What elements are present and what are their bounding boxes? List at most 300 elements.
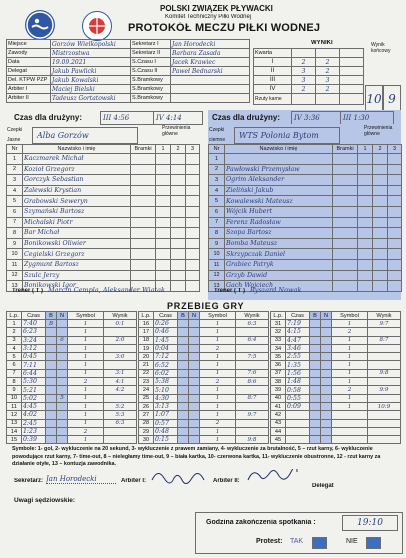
player-foul-3 bbox=[388, 206, 402, 217]
final-score-a-value: 10 bbox=[366, 92, 382, 106]
event-score: 8:7 bbox=[236, 394, 269, 402]
quarter-score-b: 2 bbox=[316, 85, 340, 94]
event-symbol: 1 bbox=[200, 369, 236, 377]
event-number: 1 bbox=[7, 320, 22, 328]
player-goals bbox=[131, 217, 156, 228]
meta-value: 19.09.2021 bbox=[51, 58, 131, 67]
event-team-b bbox=[178, 328, 189, 336]
event-symbol: 1 bbox=[68, 328, 104, 336]
player-foul-1 bbox=[358, 154, 373, 165]
quarter-score-b: 2 bbox=[316, 58, 340, 67]
event-team-n: 5 bbox=[57, 394, 68, 402]
player-foul-3 bbox=[388, 249, 402, 260]
event-symbol: 1 bbox=[332, 402, 368, 410]
event-team-n bbox=[321, 394, 332, 402]
event-number: 34 bbox=[271, 344, 286, 352]
event-number: 30 bbox=[139, 436, 154, 444]
event-time: 0:46 bbox=[154, 328, 178, 336]
event-score bbox=[368, 427, 401, 435]
event-number: 27 bbox=[139, 411, 154, 419]
b-header: B bbox=[46, 312, 57, 320]
player-foul-2 bbox=[171, 185, 186, 196]
event-number: 40 bbox=[271, 394, 286, 402]
player-row bbox=[7, 185, 200, 196]
event-score bbox=[368, 419, 401, 427]
player-foul-1 bbox=[156, 259, 171, 270]
team-a-name-label: Czepki Jasne bbox=[7, 127, 23, 143]
event-score: 3:0 bbox=[104, 353, 137, 361]
progress-row bbox=[139, 336, 269, 344]
event-team-n bbox=[57, 386, 68, 394]
end-time-label: Godzina zakończenia spotkania : bbox=[206, 519, 316, 526]
event-team-b bbox=[310, 369, 321, 377]
event-time: 6:02 bbox=[154, 369, 178, 377]
quarter-blank bbox=[316, 94, 340, 105]
player-foul-1 bbox=[156, 217, 171, 228]
player-foul-3 bbox=[186, 228, 200, 239]
event-number: 31 bbox=[271, 320, 286, 328]
player-name: Michalski Piotr bbox=[23, 217, 131, 228]
player-row bbox=[209, 228, 402, 239]
progress-row bbox=[271, 361, 401, 369]
progress-row bbox=[139, 328, 269, 336]
event-team-b bbox=[46, 369, 57, 377]
event-number: 33 bbox=[271, 336, 286, 344]
event-number: 4 bbox=[7, 344, 22, 352]
player-goals bbox=[333, 206, 358, 217]
player-foul-1 bbox=[358, 185, 373, 196]
event-team-n bbox=[321, 369, 332, 377]
foul-col-header: 3 bbox=[388, 145, 402, 154]
event-team-b bbox=[46, 386, 57, 394]
official-name: Jan Horodecki bbox=[171, 40, 250, 49]
progress-row bbox=[139, 411, 269, 419]
event-time: 7:40 bbox=[22, 320, 46, 328]
roster-header bbox=[7, 145, 200, 154]
team-a-trainer-label: Trener ( T ) bbox=[12, 288, 44, 294]
player-foul-2 bbox=[373, 154, 388, 165]
event-symbol: 1 bbox=[200, 402, 236, 410]
protest-no-checkbox[interactable] bbox=[366, 537, 381, 549]
player-goals bbox=[131, 154, 156, 165]
player-row bbox=[7, 228, 200, 239]
progress-row bbox=[7, 386, 137, 394]
player-number: 7 bbox=[7, 217, 23, 228]
player-row bbox=[7, 238, 200, 249]
player-foul-1 bbox=[156, 196, 171, 207]
protest-yes-checkbox[interactable] bbox=[312, 537, 327, 549]
meta-label: Delegat bbox=[7, 67, 51, 76]
player-foul-1 bbox=[358, 206, 373, 217]
progress-row bbox=[271, 378, 401, 386]
team-a-time-label: Czas dla drużyny: bbox=[14, 113, 83, 122]
progress-row bbox=[139, 419, 269, 427]
final-score-b bbox=[383, 85, 401, 113]
event-team-n bbox=[189, 378, 200, 386]
event-team-b bbox=[310, 411, 321, 419]
event-score: 10:9 bbox=[368, 402, 401, 410]
quarter-table bbox=[253, 48, 364, 105]
event-team-b bbox=[310, 353, 321, 361]
event-team-n bbox=[189, 344, 200, 352]
quarter-number: III bbox=[254, 76, 292, 85]
event-symbol bbox=[332, 436, 368, 444]
arbiter2-signature-scribble bbox=[245, 469, 300, 484]
official-role: Sekretarz I bbox=[131, 40, 171, 49]
player-name: Kozioł Grzegorz bbox=[23, 164, 131, 175]
lp-header: L.p. bbox=[139, 312, 154, 320]
final-result-label: Wynik końcowy bbox=[371, 42, 391, 54]
quarter-blank bbox=[340, 67, 364, 76]
results-title: WYNIKI bbox=[311, 40, 333, 46]
event-number: 29 bbox=[139, 427, 154, 435]
event-score bbox=[236, 344, 269, 352]
event-time: 6:23 bbox=[22, 328, 46, 336]
event-score bbox=[104, 436, 137, 444]
committee-name: Komitet Techniczny Piłki Wodnej bbox=[165, 14, 252, 20]
event-number: 41 bbox=[271, 402, 286, 410]
player-foul-2 bbox=[171, 154, 186, 165]
event-team-n bbox=[321, 353, 332, 361]
event-team-b bbox=[310, 436, 321, 444]
event-symbol: 1 bbox=[68, 402, 104, 410]
foul-col-header: 2 bbox=[373, 145, 388, 154]
player-goals bbox=[333, 175, 358, 186]
player-number: 10 bbox=[209, 249, 225, 260]
event-time: 1:07 bbox=[154, 411, 178, 419]
progress-row bbox=[271, 320, 401, 328]
event-team-n bbox=[321, 320, 332, 328]
player-goals bbox=[131, 196, 156, 207]
event-team-b bbox=[46, 419, 57, 427]
event-symbol: 1 bbox=[332, 320, 368, 328]
final-score-b-value: 9 bbox=[388, 92, 396, 106]
event-team-b bbox=[46, 427, 57, 435]
player-name: Grzyb Dawid bbox=[225, 270, 333, 281]
official-name: Paweł Bednarski bbox=[171, 67, 250, 76]
quarter-blank bbox=[340, 58, 364, 67]
foul-col-header: 1 bbox=[156, 145, 171, 154]
player-foul-1 bbox=[156, 185, 171, 196]
event-time: 0:57 bbox=[154, 419, 178, 427]
event-time: 0:45 bbox=[22, 353, 46, 361]
event-time: 4:30 bbox=[154, 394, 178, 402]
official-name bbox=[171, 94, 250, 103]
quarter-label: Kwarta bbox=[254, 49, 292, 58]
protest-label: Protest: bbox=[256, 538, 283, 545]
player-header: Nazwisko i imię bbox=[23, 145, 131, 154]
event-team-b bbox=[178, 411, 189, 419]
event-score bbox=[368, 411, 401, 419]
player-foul-3 bbox=[186, 206, 200, 217]
event-number: 36 bbox=[271, 361, 286, 369]
player-number: 4 bbox=[209, 185, 225, 196]
player-goals bbox=[333, 270, 358, 281]
event-time: 7:12 bbox=[154, 353, 178, 361]
event-team-n bbox=[189, 336, 200, 344]
player-name: Bar Michał bbox=[23, 228, 131, 239]
player-goals bbox=[131, 206, 156, 217]
event-team-b bbox=[178, 369, 189, 377]
quarter-row bbox=[254, 76, 364, 85]
quarter-score-a: 3 bbox=[292, 76, 316, 85]
player-foul-3 bbox=[186, 196, 200, 207]
event-team-n bbox=[321, 378, 332, 386]
player-foul-3 bbox=[388, 154, 402, 165]
penalty-label: Rzuty karne bbox=[254, 94, 292, 105]
event-team-n bbox=[321, 328, 332, 336]
player-number: 13 bbox=[7, 281, 23, 292]
meta-label: Data bbox=[7, 58, 51, 67]
event-team-n bbox=[189, 411, 200, 419]
event-team-b bbox=[178, 427, 189, 435]
event-time: 0:15 bbox=[154, 436, 178, 444]
progress-row bbox=[7, 336, 137, 344]
player-row bbox=[7, 175, 200, 186]
player-foul-2 bbox=[373, 270, 388, 281]
player-header: Nazwisko i imię bbox=[225, 145, 333, 154]
event-team-n bbox=[57, 378, 68, 386]
event-time: 5:10 bbox=[154, 386, 178, 394]
player-number: 9 bbox=[7, 238, 23, 249]
event-score: 9:9 bbox=[368, 386, 401, 394]
meta-row bbox=[7, 94, 250, 103]
progress-header bbox=[271, 312, 401, 320]
player-foul-2 bbox=[373, 175, 388, 186]
event-time: 3:12 bbox=[22, 344, 46, 352]
event-team-b: B bbox=[46, 320, 57, 328]
b-header: B bbox=[310, 312, 321, 320]
event-score: 9:8 bbox=[236, 436, 269, 444]
event-team-b bbox=[310, 427, 321, 435]
event-team-b bbox=[310, 328, 321, 336]
player-number: 11 bbox=[7, 259, 23, 270]
arbiter2-signature bbox=[245, 469, 300, 484]
event-team-b bbox=[46, 361, 57, 369]
progress-row bbox=[7, 328, 137, 336]
event-time: 5:21 bbox=[22, 386, 46, 394]
page-title: PROTOKÓŁ MECZU PIŁKI WODNEJ bbox=[128, 22, 321, 34]
event-team-b bbox=[46, 344, 57, 352]
event-score bbox=[368, 378, 401, 386]
progress-row bbox=[139, 353, 269, 361]
meta-row bbox=[7, 58, 250, 67]
event-symbol: 2 bbox=[68, 378, 104, 386]
event-time: 6:52 bbox=[154, 361, 178, 369]
final-score-a bbox=[365, 85, 383, 113]
progress-row bbox=[7, 411, 137, 419]
protest-no-label: NIE bbox=[346, 538, 358, 545]
event-symbol bbox=[332, 427, 368, 435]
end-time-box bbox=[195, 512, 403, 554]
czas-header: Czas bbox=[22, 312, 46, 320]
event-score bbox=[236, 402, 269, 410]
event-team-b bbox=[178, 419, 189, 427]
event-team-b bbox=[178, 320, 189, 328]
event-symbol: 1 bbox=[68, 411, 104, 419]
progress-row bbox=[7, 436, 137, 444]
event-time: 5:30 bbox=[22, 378, 46, 386]
event-team-n bbox=[189, 394, 200, 402]
event-score: 6:3 bbox=[104, 419, 137, 427]
event-score: 2:0 bbox=[104, 336, 137, 344]
event-time: 2:55 bbox=[286, 353, 310, 361]
event-symbol: 2 bbox=[200, 378, 236, 386]
event-team-n bbox=[189, 369, 200, 377]
event-number: 16 bbox=[139, 320, 154, 328]
team-b-trainer: Ryszard Nowak bbox=[250, 286, 302, 294]
remarks-label: Uwagi sędziowskie: bbox=[14, 497, 76, 504]
official-role: S.Czasu II bbox=[131, 67, 171, 76]
event-score bbox=[368, 394, 401, 402]
event-team-b bbox=[310, 378, 321, 386]
event-time: 4:15 bbox=[286, 328, 310, 336]
player-number: 13 bbox=[209, 281, 225, 292]
event-team-n bbox=[57, 411, 68, 419]
event-team-n bbox=[189, 353, 200, 361]
event-symbol: 1 bbox=[68, 320, 104, 328]
committee-logo bbox=[82, 11, 112, 41]
player-goals bbox=[333, 217, 358, 228]
player-number: 6 bbox=[209, 206, 225, 217]
player-row bbox=[209, 196, 402, 207]
player-number: 8 bbox=[209, 228, 225, 239]
progress-row bbox=[139, 427, 269, 435]
player-foul-3 bbox=[186, 175, 200, 186]
meta-value: Tadeusz Gortatowski bbox=[51, 94, 131, 103]
player-foul-2 bbox=[171, 175, 186, 186]
event-team-n: 6 bbox=[57, 336, 68, 344]
symbols-legend: Symbole: 1- gol, 2- wykluczenie na 20 sekund, 3- wykluczenie z prawem zamiany, 4- wykluczenie za brutalność, 5 – rzut karny, 6- wykluczenie powodujące rzut karny, 7- time-out, 8 – nieległamy time-out, 9 – biała kartka, 10- czerwona kartka, 11- wykluczenie obustronne, 12 - rzut karny za działanie otyłe, 13 – kontuzja zawodnika. bbox=[12, 446, 381, 468]
event-score: 8:7 bbox=[368, 336, 401, 344]
quarter-number: IV bbox=[254, 85, 292, 94]
event-number: 20 bbox=[139, 353, 154, 361]
player-foul-3 bbox=[388, 228, 402, 239]
event-team-b bbox=[178, 386, 189, 394]
event-score: 7:6 bbox=[236, 369, 269, 377]
event-team-n bbox=[321, 402, 332, 410]
progress-row bbox=[7, 427, 137, 435]
meta-label: Del. KTPW PZP bbox=[7, 76, 51, 85]
event-team-b bbox=[310, 320, 321, 328]
player-foul-2 bbox=[373, 164, 388, 175]
meta-label: Miejsce bbox=[7, 40, 51, 49]
event-team-b bbox=[46, 336, 57, 344]
player-goals bbox=[131, 249, 156, 260]
event-time: 4:45 bbox=[22, 402, 46, 410]
player-goals bbox=[131, 228, 156, 239]
meta-row bbox=[7, 76, 250, 85]
event-score bbox=[368, 436, 401, 444]
meta-row bbox=[7, 67, 250, 76]
event-score bbox=[104, 344, 137, 352]
player-row bbox=[7, 154, 200, 165]
event-symbol: 1 bbox=[200, 320, 236, 328]
event-team-b bbox=[178, 344, 189, 352]
event-score: 4:2 bbox=[104, 386, 137, 394]
progress-row bbox=[7, 344, 137, 352]
player-foul-3 bbox=[388, 175, 402, 186]
event-team-b bbox=[46, 378, 57, 386]
player-number: 3 bbox=[7, 175, 23, 186]
team-b-excl-label: Przewinienia główne bbox=[364, 125, 393, 137]
player-foul-3 bbox=[388, 185, 402, 196]
progress-row bbox=[7, 378, 137, 386]
swimmer-icon bbox=[25, 10, 55, 40]
event-number: 19 bbox=[139, 344, 154, 352]
meta-label: Arbiter II bbox=[7, 94, 51, 103]
player-number: 6 bbox=[7, 206, 23, 217]
event-team-b bbox=[178, 378, 189, 386]
progress-row bbox=[271, 353, 401, 361]
event-number: 28 bbox=[139, 419, 154, 427]
player-foul-2 bbox=[171, 196, 186, 207]
player-name: Bonikowski Igor bbox=[23, 281, 131, 292]
player-foul-1 bbox=[358, 270, 373, 281]
player-name: Szymański Bartosz bbox=[23, 206, 131, 217]
wynik-header: Wynik bbox=[236, 312, 269, 320]
player-foul-2 bbox=[373, 228, 388, 239]
event-time: 0:58 bbox=[286, 386, 310, 394]
player-number: 4 bbox=[7, 185, 23, 196]
official-role: S.Bramkowy bbox=[131, 85, 171, 94]
player-row bbox=[7, 270, 200, 281]
player-row bbox=[209, 175, 402, 186]
event-number: 9 bbox=[7, 386, 22, 394]
event-time: 7:11 bbox=[22, 361, 46, 369]
foul-col-header: 3 bbox=[186, 145, 200, 154]
event-team-b bbox=[178, 436, 189, 444]
player-foul-1 bbox=[358, 196, 373, 207]
player-foul-1 bbox=[358, 164, 373, 175]
progress-row bbox=[139, 386, 269, 394]
player-row bbox=[209, 270, 402, 281]
event-time: 5:02 bbox=[22, 394, 46, 402]
meta-row bbox=[7, 49, 250, 58]
player-foul-3 bbox=[186, 238, 200, 249]
event-score bbox=[236, 427, 269, 435]
player-foul-3 bbox=[388, 217, 402, 228]
player-foul-3 bbox=[388, 259, 402, 270]
event-symbol: 1 bbox=[200, 336, 236, 344]
event-symbol: 1 bbox=[332, 336, 368, 344]
event-time: 1:48 bbox=[286, 378, 310, 386]
player-name: Szulc Jerzy bbox=[23, 270, 131, 281]
event-symbol: 1 bbox=[68, 344, 104, 352]
event-score: 9:7 bbox=[236, 411, 269, 419]
event-time: 4:02 bbox=[22, 411, 46, 419]
quarter-blank bbox=[340, 49, 364, 58]
event-symbol: 2 bbox=[200, 419, 236, 427]
event-symbol: 2 bbox=[332, 328, 368, 336]
event-team-b bbox=[46, 411, 57, 419]
player-row bbox=[7, 217, 200, 228]
quarter-blank bbox=[340, 85, 364, 94]
player-foul-1 bbox=[156, 249, 171, 260]
player-number: 12 bbox=[7, 270, 23, 281]
player-foul-2 bbox=[171, 238, 186, 249]
event-symbol: 2 bbox=[332, 386, 368, 394]
player-goals bbox=[131, 259, 156, 270]
progress-row bbox=[139, 378, 269, 386]
team-a-timeout-2: IV 4:14 bbox=[153, 111, 203, 125]
event-number: 11 bbox=[7, 402, 22, 410]
event-time: 7:19 bbox=[286, 320, 310, 328]
event-team-n bbox=[57, 344, 68, 352]
event-team-n bbox=[57, 320, 68, 328]
n-header: N bbox=[321, 312, 332, 320]
goals-header: Bramki bbox=[333, 145, 358, 154]
